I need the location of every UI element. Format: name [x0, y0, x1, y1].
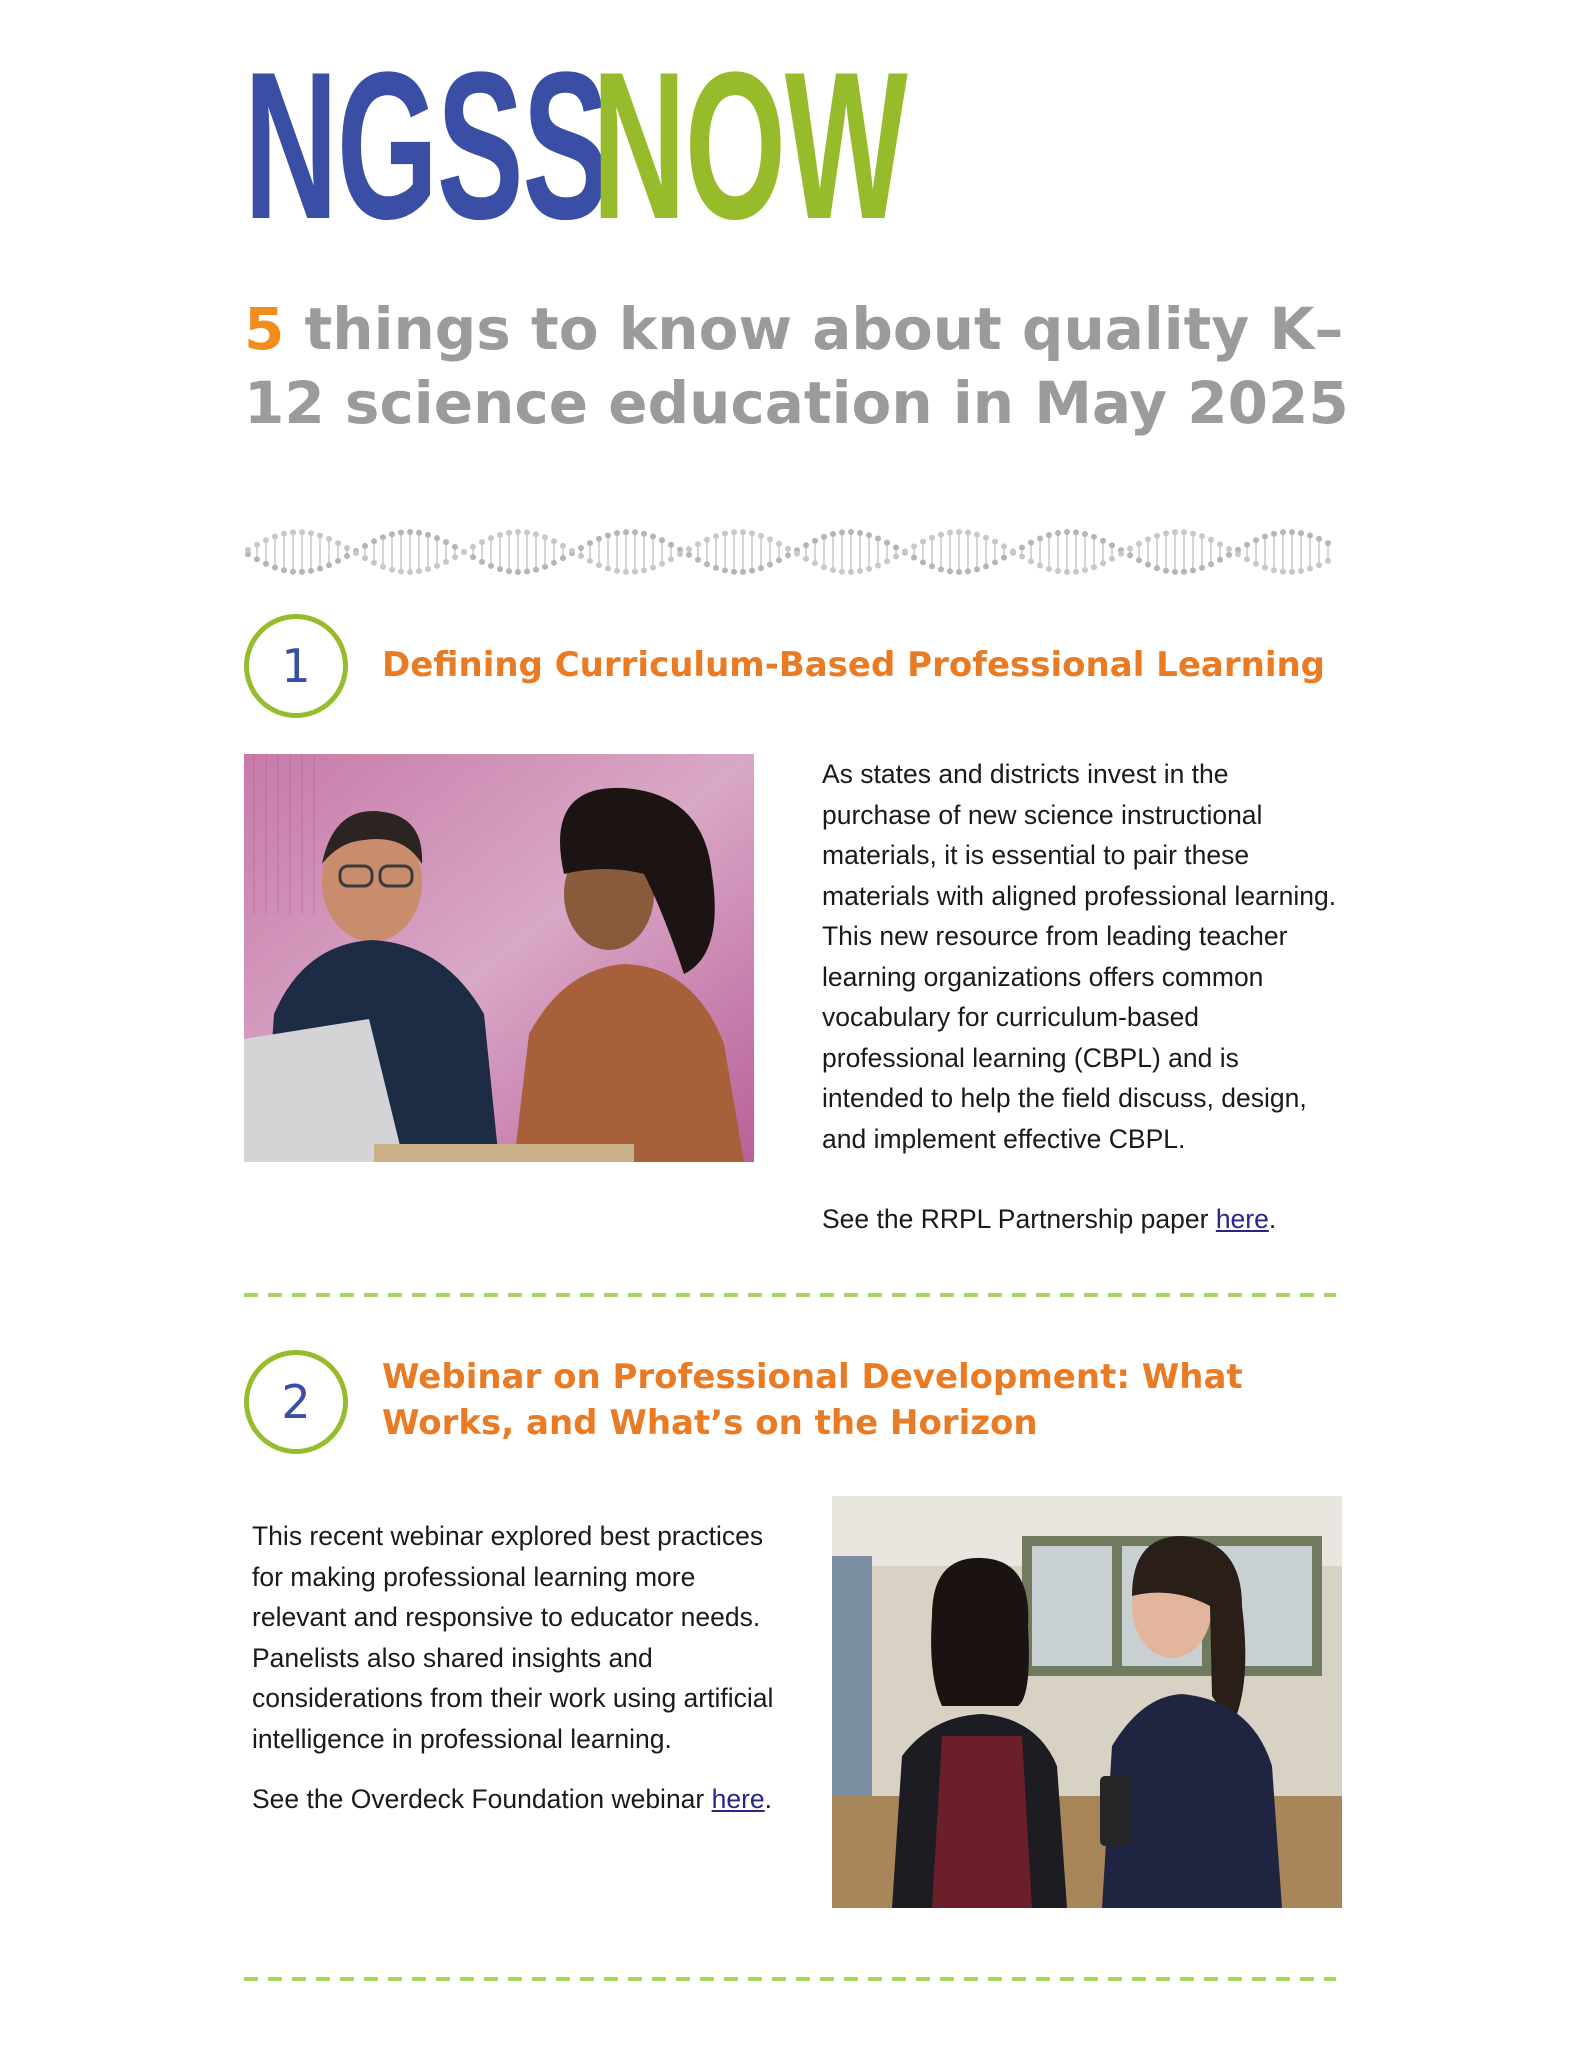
dna-node: [1325, 558, 1331, 564]
dna-node: [326, 536, 332, 542]
dna-node: [272, 534, 278, 540]
dna-node: [1145, 536, 1151, 542]
dna-node: [542, 534, 548, 540]
dna-node: [767, 536, 773, 542]
dna-node: [704, 561, 710, 567]
ngss-now-logo: [244, 28, 907, 263]
section-1-photo: [244, 754, 754, 1162]
section-1-paragraph: As states and districts invest in the purchase of new science instructional materials, it is essential to pair these materials with aligned professional learning. This new resource from leading teacher learning organizations offers common vocabulary for curriculum-based professional learning (CBPL) and is intended to help the field discuss, design, and implement effective CBPL.: [822, 759, 1337, 1154]
dna-node: [713, 533, 719, 539]
section-1-cta-prefix: See the RRPL Partnership paper: [822, 1204, 1216, 1234]
dna-node: [803, 542, 809, 548]
dna-node: [587, 558, 593, 564]
dna-node: [695, 557, 701, 563]
dna-node: [875, 563, 881, 569]
page-headline: [244, 292, 1364, 440]
dna-node: [533, 531, 539, 537]
logo-now-text: NOW: [592, 28, 907, 263]
dna-node: [335, 558, 341, 564]
dna-node: [308, 568, 314, 574]
dna-node: [596, 562, 602, 568]
dna-node: [641, 531, 647, 537]
dna-node: [1271, 531, 1277, 537]
dna-node: [425, 566, 431, 572]
dna-node: [938, 566, 944, 572]
dna-node: [929, 535, 935, 541]
dna-node: [1253, 537, 1259, 543]
logo-ngss-text: NGSS: [244, 28, 609, 263]
dna-node: [911, 555, 917, 561]
dna-node: [821, 534, 827, 540]
dna-node: [1154, 565, 1160, 571]
dna-node: [398, 530, 404, 536]
dna-node: [1280, 569, 1286, 575]
dna-node: [1307, 532, 1313, 538]
dna-node: [812, 560, 818, 566]
dna-node: [1172, 569, 1178, 575]
dna-node: [1253, 561, 1259, 567]
dna-node: [497, 532, 503, 538]
dna-node: [515, 569, 521, 575]
dna-node: [1226, 552, 1232, 558]
dna-node: [659, 561, 665, 567]
section-2-photo: [832, 1496, 1342, 1908]
dna-node: [848, 569, 854, 575]
dna-node: [839, 529, 845, 535]
dna-node: [1298, 530, 1304, 536]
dna-node: [1064, 529, 1070, 535]
section-2-body: [252, 1516, 782, 1820]
dna-node: [389, 567, 395, 573]
dna-node: [425, 532, 431, 538]
dna-node: [632, 529, 638, 535]
dna-node: [524, 568, 530, 574]
dna-node: [434, 535, 440, 541]
dna-node: [686, 552, 692, 558]
dna-node: [884, 540, 890, 546]
dna-node: [290, 569, 296, 575]
dna-node: [1298, 568, 1304, 574]
dna-node: [884, 558, 890, 564]
dna-node: [524, 530, 530, 536]
section-2-number: 2: [281, 1375, 311, 1429]
dna-node: [290, 529, 296, 535]
dna-node: [335, 540, 341, 546]
dna-node: [956, 529, 962, 535]
dna-node: [704, 537, 710, 543]
dna-node: [866, 532, 872, 538]
dna-node: [1100, 538, 1106, 544]
dna-node: [308, 530, 314, 536]
dna-node: [272, 564, 278, 570]
dna-node: [920, 539, 926, 545]
dna-node: [470, 554, 476, 560]
dna-node: [299, 529, 305, 535]
dna-node: [506, 530, 512, 536]
dna-node: [641, 567, 647, 573]
dna-node: [1073, 569, 1079, 575]
dna-node: [1082, 531, 1088, 537]
dna-node: [875, 535, 881, 541]
dna-node: [587, 540, 593, 546]
dna-node: [254, 556, 260, 562]
dna-node: [758, 565, 764, 571]
dna-node: [1010, 548, 1016, 554]
dna-node: [1163, 568, 1169, 574]
dna-node: [1280, 529, 1286, 535]
dna-node: [731, 529, 737, 535]
dna-node: [812, 538, 818, 544]
dna-node: [785, 546, 791, 552]
dna-node: [947, 530, 953, 536]
section-2-cta-prefix: See the Overdeck Foundation webinar: [252, 1784, 712, 1814]
dna-node: [866, 566, 872, 572]
two-educators-library-illustration: [832, 1496, 1342, 1908]
dna-node: [443, 539, 449, 545]
dna-node: [533, 567, 539, 573]
dna-node: [659, 537, 665, 543]
dna-node: [803, 556, 809, 562]
dna-node: [1064, 569, 1070, 575]
dna-node: [749, 568, 755, 574]
dna-node: [569, 548, 575, 554]
dna-node: [632, 569, 638, 575]
dna-node: [956, 569, 962, 575]
section-2-number-badge: [244, 1350, 348, 1454]
dna-node: [479, 539, 485, 545]
dna-node: [1100, 560, 1106, 566]
dna-node: [578, 553, 584, 559]
dna-node: [695, 541, 701, 547]
dna-node: [614, 530, 620, 536]
dna-node: [1289, 569, 1295, 575]
dna-node: [857, 568, 863, 574]
dna-node: [344, 545, 350, 551]
dna-node: [1244, 542, 1250, 548]
dna-node: [776, 541, 782, 547]
dna-node: [902, 548, 908, 554]
dna-node: [1019, 544, 1025, 550]
dna-node: [398, 568, 404, 574]
dna-node: [1109, 556, 1115, 562]
dna-node: [1001, 543, 1007, 549]
dna-node: [893, 544, 899, 550]
dna-node: [497, 566, 503, 572]
dna-node: [722, 567, 728, 573]
dna-node: [371, 560, 377, 566]
dna-node: [263, 561, 269, 567]
dna-node: [983, 535, 989, 541]
headline-number: 5: [244, 295, 285, 363]
dna-node: [362, 543, 368, 549]
dna-node: [506, 568, 512, 574]
dna-node: [1199, 565, 1205, 571]
dna-node: [578, 545, 584, 551]
dna-node: [974, 532, 980, 538]
dna-node: [245, 547, 251, 553]
dna-node: [1181, 569, 1187, 575]
dna-node: [740, 569, 746, 575]
dna-node: [488, 535, 494, 541]
dna-node: [281, 567, 287, 573]
dna-node: [1091, 564, 1097, 570]
dna-node: [1208, 537, 1214, 543]
dna-node: [560, 543, 566, 549]
dna-node: [1181, 529, 1187, 535]
dna-node: [1271, 567, 1277, 573]
dna-node: [1289, 529, 1295, 535]
dna-node: [722, 531, 728, 537]
dna-node: [1046, 566, 1052, 572]
dna-node: [1082, 567, 1088, 573]
dna-node: [929, 563, 935, 569]
dna-node: [326, 562, 332, 568]
dna-node: [1019, 554, 1025, 560]
dna-node: [470, 544, 476, 550]
dna-node: [947, 568, 953, 574]
dna-node: [1037, 563, 1043, 569]
dna-node: [830, 531, 836, 537]
dna-strand-divider: [244, 526, 1336, 578]
dna-node: [1217, 557, 1223, 563]
dna-node: [344, 553, 350, 559]
dna-node: [623, 529, 629, 535]
section-2-title: Webinar on Professional Development: What Works, and What’s on the Horizon: [382, 1357, 1243, 1443]
dna-node: [1109, 542, 1115, 548]
section-1-body: [822, 754, 1342, 1240]
dna-node: [1226, 546, 1232, 552]
dna-node: [1136, 557, 1142, 563]
section-1-cta: [822, 1199, 1342, 1240]
section-1-number-badge: [244, 614, 348, 718]
dna-node: [1073, 529, 1079, 535]
dna-node: [317, 532, 323, 538]
dna-node: [893, 554, 899, 560]
dna-node: [1055, 530, 1061, 536]
dna-node: [731, 569, 737, 575]
section-2-here-link[interactable]: here: [711, 1784, 765, 1814]
dna-node: [1262, 534, 1268, 540]
dna-node: [1136, 541, 1142, 547]
dna-node: [794, 551, 800, 557]
dna-node: [434, 563, 440, 569]
dna-node: [920, 559, 926, 565]
dna-node: [488, 563, 494, 569]
dna-node: [371, 538, 377, 544]
dna-node: [686, 546, 692, 552]
dna-node: [767, 562, 773, 568]
dna-node: [821, 564, 827, 570]
dna-node: [1190, 531, 1196, 537]
dna-node: [776, 557, 782, 563]
dna-node: [1037, 535, 1043, 541]
dna-node: [614, 568, 620, 574]
section-divider-2: [244, 1977, 1336, 1981]
section-2-cta-suffix: .: [764, 1784, 773, 1814]
dna-node: [1055, 568, 1061, 574]
dna-node: [830, 567, 836, 573]
dna-node: [596, 536, 602, 542]
dna-node: [911, 543, 917, 549]
dna-node: [560, 555, 566, 561]
dna-node: [1145, 562, 1151, 568]
dna-node: [785, 552, 791, 558]
dna-node: [407, 529, 413, 535]
section-2-paragraph: This recent webinar explored best practices for making professional learning more relevant and responsive to educator needs. Panelists also shared insights and considerations from their work using artificial intelligence in professional learning.: [252, 1521, 774, 1754]
dna-node: [1091, 534, 1097, 540]
dna-node: [749, 530, 755, 536]
dna-node: [623, 569, 629, 575]
dna-node: [380, 534, 386, 540]
dna-node: [542, 564, 548, 570]
dna-node: [515, 529, 521, 535]
two-colleagues-laptop-illustration: [244, 754, 754, 1162]
dna-node: [299, 569, 305, 575]
dna-node: [353, 550, 359, 556]
section-1-here-link[interactable]: here: [1215, 1204, 1269, 1234]
section-divider-1: [244, 1293, 1336, 1297]
dna-node: [1208, 561, 1214, 567]
dna-node: [1163, 530, 1169, 536]
dna-node: [992, 559, 998, 565]
dna-node: [974, 566, 980, 572]
dna-node: [1154, 533, 1160, 539]
dna-node: [1127, 546, 1133, 552]
dna-node: [965, 568, 971, 574]
headline-text: things to know about quality K–12 science education in May 2025: [244, 295, 1349, 437]
section-1-cta-suffix: .: [1268, 1204, 1277, 1234]
dna-node: [1307, 566, 1313, 572]
dna-node: [1028, 540, 1034, 546]
dna-node: [668, 556, 674, 562]
dna-node: [1046, 532, 1052, 538]
dna-node: [713, 565, 719, 571]
dna-node: [281, 531, 287, 537]
dna-node: [677, 551, 683, 557]
dna-node: [983, 563, 989, 569]
dna-node: [650, 534, 656, 540]
dna-node: [1028, 558, 1034, 564]
dna-node: [650, 564, 656, 570]
dna-node: [740, 529, 746, 535]
dna-node: [758, 533, 764, 539]
dna-node: [1172, 529, 1178, 535]
dna-node: [1262, 564, 1268, 570]
dna-node: [407, 569, 413, 575]
dna-node: [1217, 541, 1223, 547]
dna-node: [452, 544, 458, 550]
dna-node: [452, 554, 458, 560]
dna-node: [443, 559, 449, 565]
section-2-cta: [252, 1779, 782, 1820]
dna-node: [461, 549, 467, 555]
dna-node: [1316, 536, 1322, 542]
dna-node: [1325, 540, 1331, 546]
dna-node: [605, 566, 611, 572]
dna-node: [938, 532, 944, 538]
dna-node: [965, 530, 971, 536]
dna-node: [1316, 562, 1322, 568]
dna-node: [263, 537, 269, 543]
dna-node: [848, 529, 854, 535]
section-1-number: 1: [281, 639, 311, 693]
section-1-title: Defining Curriculum-Based Professional Learning: [382, 645, 1326, 685]
dna-node: [551, 538, 557, 544]
dna-node: [317, 566, 323, 572]
dna-node: [1190, 567, 1196, 573]
dna-node: [992, 539, 998, 545]
dna-node: [1199, 533, 1205, 539]
dna-node: [479, 559, 485, 565]
dna-node: [1001, 555, 1007, 561]
dna-node: [605, 532, 611, 538]
dna-node: [416, 530, 422, 536]
dna-node: [551, 560, 557, 566]
dna-node: [380, 564, 386, 570]
dna-node: [1127, 552, 1133, 558]
dna-node: [1118, 551, 1124, 557]
dna-node: [1235, 551, 1241, 557]
dna-node: [362, 555, 368, 561]
dna-node: [416, 568, 422, 574]
dna-node: [668, 542, 674, 548]
dna-node: [1244, 556, 1250, 562]
dna-node: [389, 531, 395, 537]
dna-node: [254, 542, 260, 548]
dna-node: [839, 569, 845, 575]
dna-node: [857, 530, 863, 536]
